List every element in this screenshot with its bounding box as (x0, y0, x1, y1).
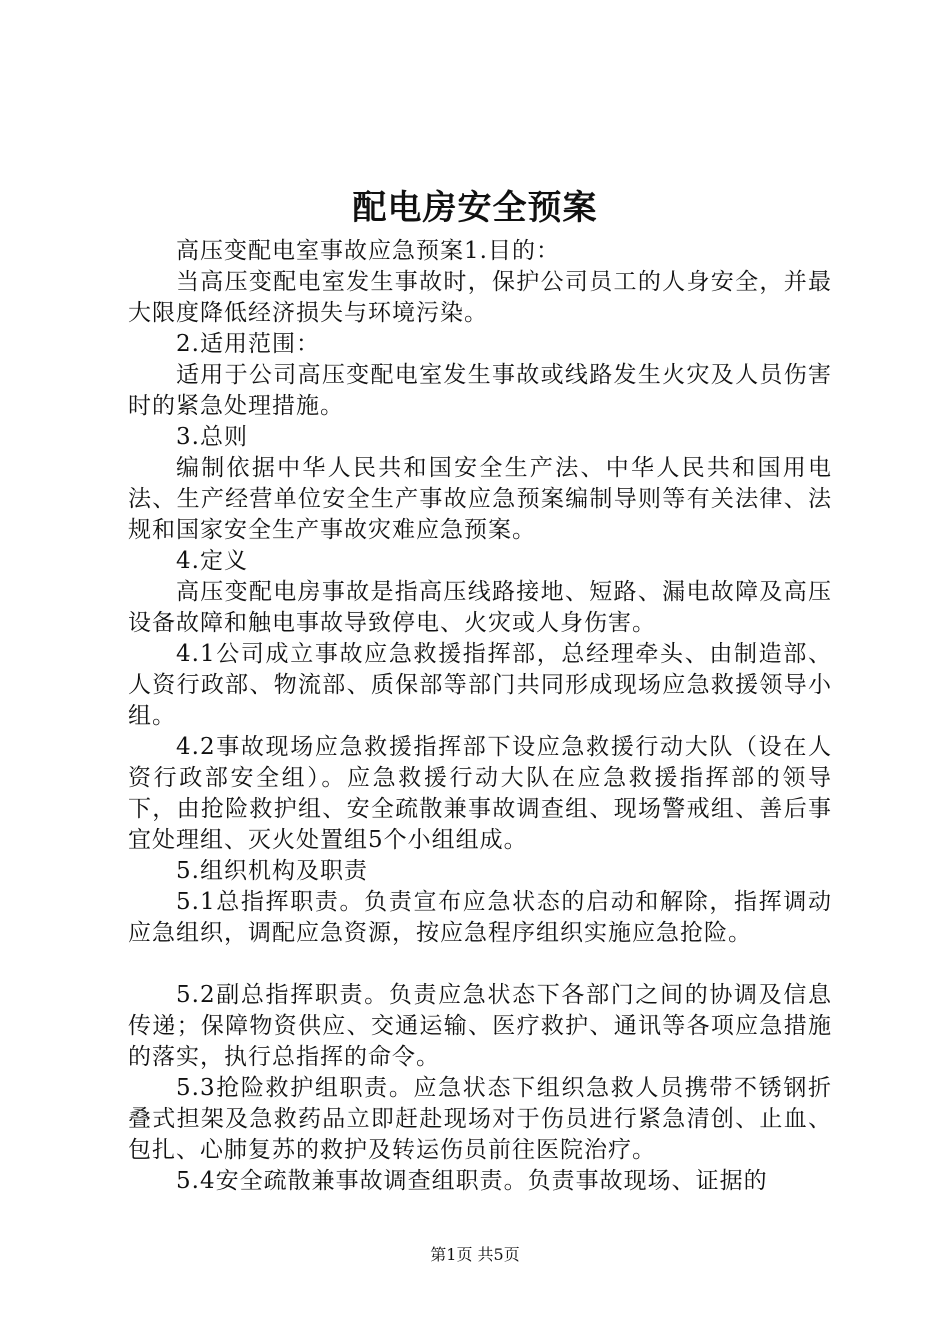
paragraph: 5.3抢险救护组职责。应急状态下组织急救人员携带不锈钢折叠式担架及急救药品立即赶赴现场对于伤员进行紧急清创、止血、包扎、心肺复苏的救护及转运伤员前往医院治疗。 (128, 1075, 832, 1163)
section-heading: 5.组织机构及职责 (176, 858, 368, 884)
paragraph: 4.1公司成立事故应急救援指挥部，总经理牵头、由制造部、人资行政部、物流部、质保部等部门共同形成现场应急救援领导小组。 (128, 641, 832, 729)
document-title: 配电房安全预案 (352, 188, 598, 228)
paragraph: 5.1总指挥职责。负责宣布应急状态的启动和解除，指挥调动应急组织，调配应急资源，按应急程序组织实施应急抢险。 (128, 889, 832, 946)
section-heading: 4.定义 (176, 548, 248, 574)
section-heading: 2.适用范围： (176, 331, 320, 357)
paragraph: 5.2副总指挥职责。负责应急状态下各部门之间的协调及信息传递；保障物资供应、交通运输、医疗救护、通讯等各项应急措施的落实，执行总指挥的命令。 (128, 982, 832, 1070)
paragraph: 当高压变配电室发生事故时，保护公司员工的人身安全，并最大限度降低经济损失与环境污染。 (128, 269, 832, 326)
paragraph: 编制依据中华人民共和国安全生产法、中华人民共和国用电法、生产经营单位安全生产事故应急预案编制导则等有关法律、法规和国家安全生产事故灾难应急预案。 (128, 455, 832, 543)
document-body (128, 236, 832, 1197)
paragraph: 5.4安全疏散兼事故调查组职责。负责事故现场、证据的 (176, 1168, 768, 1194)
paragraph-intro: 高压变配电室事故应急预案1.目的： (176, 238, 560, 264)
page-footer: 第1页 共5页 (430, 1245, 520, 1264)
paragraph: 4.2事故现场应急救援指挥部下设应急救援行动大队（设在人资行政部安全组）。应急救援行动大队在应急救援指挥部的领导下，由抢险救护组、安全疏散兼事故调查组、现场警戒组、善后事宜处理组、灭火处置组5个小组组成。 (128, 734, 832, 853)
section-heading: 3.总则 (176, 424, 248, 450)
paragraph: 适用于公司高压变配电室发生事故或线路发生火灾及人员伤害时的紧急处理措施。 (128, 362, 832, 419)
paragraph: 高压变配电房事故是指高压线路接地、短路、漏电故障及高压设备故障和触电事故导致停电、火灾或人身伤害。 (128, 579, 832, 636)
